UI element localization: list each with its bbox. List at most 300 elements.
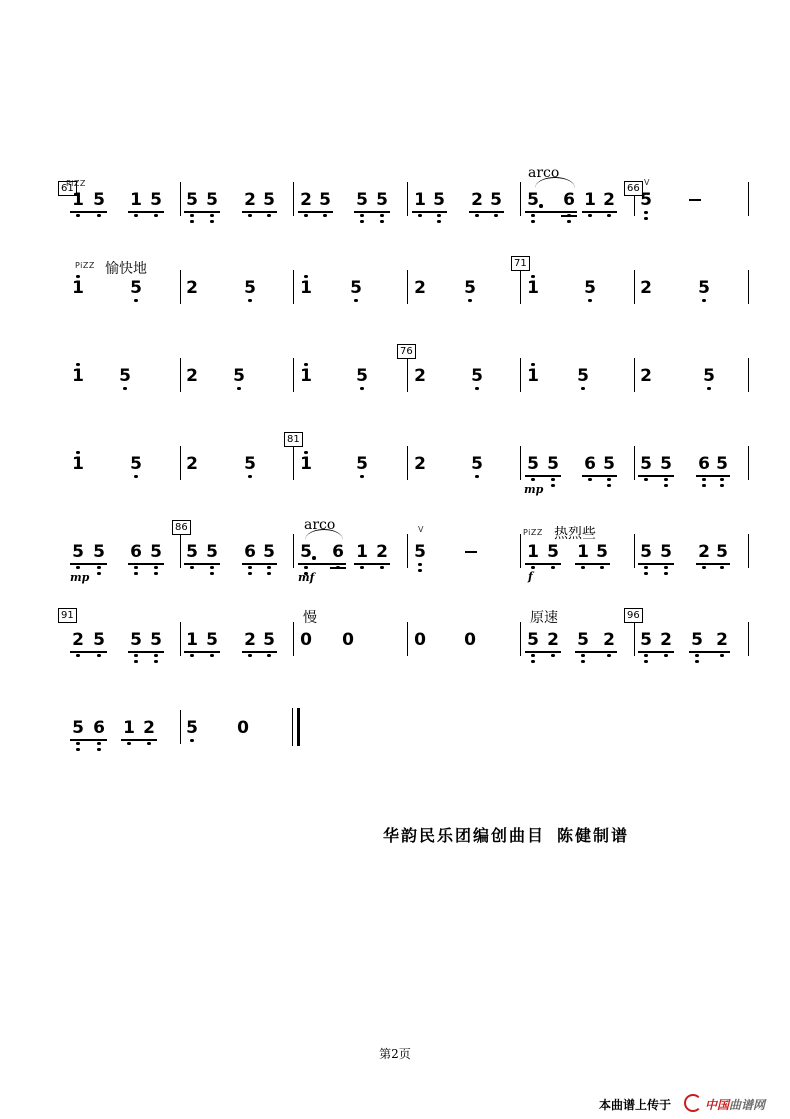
underline-beam — [525, 211, 577, 213]
octave-dot-below — [702, 484, 705, 487]
octave-dot-below — [380, 214, 383, 217]
dynamic-marking: f — [528, 570, 533, 583]
octave-dot-below — [123, 387, 126, 390]
octave-dot-below — [437, 220, 440, 223]
note-digit: 5 — [130, 278, 142, 298]
octave-dot-above — [304, 363, 307, 366]
octave-dot-below — [354, 299, 357, 302]
octave-dot-below — [664, 654, 667, 657]
octave-dot-below — [531, 566, 534, 569]
octave-dot-below — [695, 660, 698, 663]
note-digit: 5 — [603, 454, 615, 474]
note-digit: 5 — [72, 542, 84, 562]
note-digit: 1 — [72, 454, 84, 474]
underline-beam — [298, 563, 346, 565]
note-digit: 5 — [300, 542, 312, 562]
underline-beam — [469, 211, 504, 213]
octave-dot-below — [360, 387, 363, 390]
barline — [748, 534, 749, 568]
barline — [520, 534, 521, 568]
octave-dot-below — [702, 478, 705, 481]
note-digit: 5 — [356, 366, 368, 386]
credit-work: 华韵民乐团编创曲目 — [383, 826, 546, 845]
note-digit: 1 — [300, 454, 312, 474]
barline — [180, 534, 181, 568]
note-digit: 5 — [640, 454, 652, 474]
underline-beam — [582, 211, 617, 213]
barline — [407, 622, 408, 656]
measure-number: 96 — [624, 608, 643, 623]
note-digit: 2 — [640, 278, 652, 298]
note-digit: 2 — [244, 190, 256, 210]
octave-dot-below — [267, 566, 270, 569]
octave-dot-below — [190, 566, 193, 569]
octave-dot-below — [720, 654, 723, 657]
underline-beam — [638, 475, 674, 477]
octave-dot-below — [248, 475, 251, 478]
underline-beam — [184, 651, 220, 653]
note-digit: 5 — [716, 454, 728, 474]
note-digit: 5 — [577, 630, 589, 650]
octave-dot-below — [418, 569, 421, 572]
credit-author: 陈健制谱 — [557, 826, 630, 845]
octave-dot-below — [475, 475, 478, 478]
barline — [293, 622, 294, 656]
note-digit: 1 — [527, 278, 539, 298]
octave-dot-below — [154, 654, 157, 657]
barline — [520, 270, 521, 304]
logo-text-1: 中国 — [705, 1098, 730, 1112]
underline-beam — [561, 215, 577, 217]
octave-dot-below — [607, 214, 610, 217]
octave-dot-below — [468, 299, 471, 302]
octave-dot-below — [76, 566, 79, 569]
note-digit: 5 — [547, 542, 559, 562]
note-digit: 1 — [300, 278, 312, 298]
upload-note[interactable]: 本曲谱上传于 — [599, 1098, 672, 1112]
note-digit: 1 — [584, 190, 596, 210]
note-digit: 5 — [130, 454, 142, 474]
technique-pizz: PiZZ — [75, 261, 95, 270]
note-digit: 0 — [464, 630, 476, 650]
underline-beam — [70, 739, 107, 741]
note-digit: 5 — [93, 542, 105, 562]
note-digit: 5 — [547, 454, 559, 474]
score-system — [0, 346, 790, 428]
barline — [293, 534, 294, 568]
octave-dot-below — [531, 220, 534, 223]
note-digit: 2 — [603, 190, 615, 210]
score-system — [0, 710, 790, 780]
note-digit: 1 — [72, 278, 84, 298]
octave-dot-below — [581, 660, 584, 663]
underline-beam — [638, 563, 674, 565]
octave-dot-below — [248, 299, 251, 302]
note-digit: 0 — [342, 630, 354, 650]
underline-beam — [128, 651, 164, 653]
octave-dot-below — [210, 654, 213, 657]
note-digit: 5 — [150, 630, 162, 650]
octave-dot-below — [695, 654, 698, 657]
note-digit: 5 — [150, 542, 162, 562]
dynamic-marking: mf — [298, 571, 315, 584]
underline-beam — [575, 651, 617, 653]
octave-dot-below — [76, 748, 79, 751]
barline — [634, 446, 635, 480]
octave-dot-below — [304, 566, 307, 569]
note-digit: 5 — [703, 366, 715, 386]
octave-dot-below — [154, 566, 157, 569]
octave-dot-below — [551, 566, 554, 569]
octave-dot-below — [154, 214, 157, 217]
note-digit: 5 — [414, 542, 426, 562]
octave-dot-below — [97, 748, 100, 751]
octave-dot-below — [644, 217, 647, 220]
barline — [407, 358, 408, 392]
octave-dot-above — [304, 451, 307, 454]
augmentation-dot — [539, 204, 543, 208]
octave-dot-below — [97, 214, 100, 217]
score-system — [0, 258, 790, 340]
barline — [180, 710, 181, 744]
barline — [407, 182, 408, 216]
underline-beam — [70, 211, 107, 213]
octave-dot-below — [551, 654, 554, 657]
octave-dot-below — [190, 739, 193, 742]
octave-dot-below — [567, 220, 570, 223]
octave-dot-below — [531, 660, 534, 663]
octave-dot-below — [134, 214, 137, 217]
underline-beam — [330, 567, 346, 569]
note-digit: 2 — [547, 630, 559, 650]
octave-dot-below — [134, 566, 137, 569]
octave-dot-below — [267, 214, 270, 217]
octave-dot-below — [237, 387, 240, 390]
octave-dot-below — [475, 214, 478, 217]
octave-dot-below — [380, 220, 383, 223]
note-digit: 1 — [527, 542, 539, 562]
note-digit: 2 — [640, 366, 652, 386]
octave-dot-below — [154, 660, 157, 663]
octave-dot-below — [644, 572, 647, 575]
note-digit: 2 — [471, 190, 483, 210]
underline-beam — [242, 211, 277, 213]
tempo-marking: 原速 — [530, 610, 558, 626]
octave-dot-below — [437, 214, 440, 217]
score-credit — [383, 823, 629, 846]
octave-dot-below — [76, 214, 79, 217]
underline-beam — [412, 211, 447, 213]
note-digit: 5 — [206, 190, 218, 210]
barline — [748, 622, 749, 656]
extension-dash — [465, 551, 477, 553]
dynamic-marking: mp — [70, 571, 90, 584]
note-digit: 5 — [660, 542, 672, 562]
octave-dot-below — [323, 214, 326, 217]
note-digit: 5 — [263, 542, 275, 562]
measure-number: 71 — [511, 256, 530, 271]
measure-number: 91 — [58, 608, 77, 623]
note-digit: 1 — [72, 366, 84, 386]
octave-dot-below — [494, 214, 497, 217]
note-digit: 5 — [433, 190, 445, 210]
octave-dot-below — [304, 214, 307, 217]
octave-dot-below — [134, 660, 137, 663]
octave-dot-below — [607, 654, 610, 657]
octave-dot-below — [97, 742, 100, 745]
note-digit: 5 — [233, 366, 245, 386]
logo-text-2: 曲谱网 — [729, 1098, 766, 1112]
octave-dot-below — [581, 387, 584, 390]
underline-beam — [70, 651, 107, 653]
octave-dot-below — [702, 566, 705, 569]
barline — [748, 270, 749, 304]
octave-dot-below — [418, 214, 421, 217]
measure-number: 61 — [58, 181, 77, 196]
note-digit: 5 — [319, 190, 331, 210]
measure-number: 86 — [172, 520, 191, 535]
octave-dot-below — [190, 220, 193, 223]
note-digit: 1 — [577, 542, 589, 562]
octave-dot-below — [248, 572, 251, 575]
note-digit: 5 — [244, 278, 256, 298]
octave-dot-below — [134, 299, 137, 302]
octave-dot-above — [531, 363, 534, 366]
octave-dot-above — [531, 275, 534, 278]
octave-dot-below — [134, 654, 137, 657]
octave-dot-below — [154, 572, 157, 575]
octave-dot-below — [551, 484, 554, 487]
octave-dot-below — [210, 214, 213, 217]
note-digit: 1 — [123, 718, 135, 738]
octave-dot-below — [707, 387, 710, 390]
octave-dot-below — [531, 214, 534, 217]
note-digit: 1 — [414, 190, 426, 210]
octave-dot-below — [664, 572, 667, 575]
technique-arco: arco — [528, 165, 560, 181]
underline-beam — [70, 563, 107, 565]
underline-beam — [242, 651, 277, 653]
up-bow-mark: V — [644, 178, 650, 187]
note-digit: 2 — [244, 630, 256, 650]
barline — [180, 358, 181, 392]
underline-beam — [525, 563, 561, 565]
note-digit: 5 — [660, 454, 672, 474]
up-bow-mark: V — [418, 525, 424, 534]
octave-dot-below — [210, 220, 213, 223]
extension-dash — [689, 199, 701, 201]
note-digit: 5 — [93, 190, 105, 210]
octave-dot-below — [644, 478, 647, 481]
augmentation-dot — [312, 556, 316, 560]
barline — [180, 182, 181, 216]
tempo-marking: 愉快地 — [105, 261, 147, 277]
octave-dot-below — [418, 563, 421, 566]
octave-dot-below — [134, 475, 137, 478]
octave-dot-above — [76, 451, 79, 454]
octave-dot-below — [248, 654, 251, 657]
note-digit: 5 — [119, 366, 131, 386]
barline — [520, 358, 521, 392]
note-digit: 1 — [186, 630, 198, 650]
barline — [293, 446, 294, 480]
note-digit: 2 — [72, 630, 84, 650]
note-digit: 5 — [584, 278, 596, 298]
underline-beam — [696, 563, 730, 565]
technique-arco: arco — [304, 517, 336, 533]
barline — [407, 270, 408, 304]
note-digit: 6 — [698, 454, 710, 474]
note-digit: 5 — [72, 718, 84, 738]
note-digit: 5 — [93, 630, 105, 650]
logo-mark-icon — [684, 1094, 702, 1112]
octave-dot-below — [267, 654, 270, 657]
underline-beam — [354, 211, 390, 213]
octave-dot-below — [475, 387, 478, 390]
barline — [520, 622, 521, 656]
note-digit: 2 — [414, 278, 426, 298]
octave-dot-below — [134, 572, 137, 575]
note-digit: 5 — [186, 718, 198, 738]
underline-beam — [575, 563, 610, 565]
note-digit: 2 — [186, 454, 198, 474]
dynamic-marking: mp — [524, 483, 544, 496]
note-digit: 2 — [716, 630, 728, 650]
octave-dot-below — [267, 572, 270, 575]
underline-beam — [354, 563, 390, 565]
barline — [293, 182, 294, 216]
barline — [634, 622, 635, 656]
note-digit: 6 — [332, 542, 344, 562]
barline — [180, 446, 181, 480]
octave-dot-below — [210, 572, 213, 575]
underline-beam — [121, 739, 157, 741]
octave-dot-below — [210, 566, 213, 569]
measure-number: 66 — [624, 181, 643, 196]
octave-dot-below — [380, 566, 383, 569]
barline — [293, 270, 294, 304]
note-digit: 5 — [186, 190, 198, 210]
underline-beam — [525, 475, 561, 477]
octave-dot-above — [304, 275, 307, 278]
note-digit: 5 — [186, 542, 198, 562]
octave-dot-below — [531, 654, 534, 657]
octave-dot-below — [360, 220, 363, 223]
octave-dot-below — [581, 654, 584, 657]
octave-dot-below — [720, 484, 723, 487]
note-digit: 5 — [244, 454, 256, 474]
note-digit: 6 — [244, 542, 256, 562]
octave-dot-below — [97, 566, 100, 569]
final-barline-thick — [297, 708, 300, 746]
octave-dot-below — [664, 484, 667, 487]
score-system — [0, 165, 790, 252]
note-digit: 5 — [464, 278, 476, 298]
barline — [180, 270, 181, 304]
octave-dot-below — [588, 299, 591, 302]
note-digit: 5 — [640, 630, 652, 650]
technique-pizz: PiZZ — [66, 179, 86, 188]
octave-dot-below — [600, 566, 603, 569]
barline — [748, 182, 749, 216]
octave-dot-below — [97, 654, 100, 657]
barline — [748, 446, 749, 480]
octave-dot-below — [664, 566, 667, 569]
octave-dot-below — [127, 742, 130, 745]
octave-dot-below — [644, 211, 647, 214]
octave-dot-below — [588, 478, 591, 481]
note-digit: 2 — [186, 278, 198, 298]
barline — [293, 358, 294, 392]
note-digit: 5 — [527, 454, 539, 474]
score-system — [0, 517, 790, 604]
note-digit: 1 — [130, 190, 142, 210]
octave-dot-below — [190, 654, 193, 657]
note-digit: 2 — [698, 542, 710, 562]
note-digit: 5 — [356, 454, 368, 474]
note-digit: 0 — [414, 630, 426, 650]
tempo-marking: 慢 — [303, 610, 317, 626]
page-number: 第2页 — [379, 1047, 411, 1061]
note-digit: 6 — [584, 454, 596, 474]
octave-dot-below — [644, 566, 647, 569]
note-digit: 5 — [640, 190, 652, 210]
technique-pizz: PiZZ — [523, 528, 543, 537]
final-barline-thin — [292, 708, 293, 746]
octave-dot-below — [644, 660, 647, 663]
octave-dot-below — [664, 478, 667, 481]
octave-dot-below — [720, 478, 723, 481]
barline — [634, 270, 635, 304]
note-digit: 1 — [527, 366, 539, 386]
octave-dot-below — [720, 566, 723, 569]
note-digit: 5 — [206, 542, 218, 562]
underline-beam — [638, 651, 674, 653]
underline-beam — [525, 651, 561, 653]
tempo-marking: 热烈些 — [554, 526, 596, 542]
note-digit: 2 — [143, 718, 155, 738]
note-digit: 2 — [300, 190, 312, 210]
note-digit: 2 — [186, 366, 198, 386]
note-digit: 1 — [356, 542, 368, 562]
underline-beam — [696, 475, 730, 477]
underline-beam — [582, 475, 617, 477]
note-digit: 5 — [350, 278, 362, 298]
underline-beam — [128, 563, 164, 565]
octave-dot-below — [76, 654, 79, 657]
octave-dot-below — [360, 214, 363, 217]
note-digit: 2 — [414, 366, 426, 386]
octave-dot-below — [551, 478, 554, 481]
note-digit: 5 — [150, 190, 162, 210]
note-digit: 5 — [130, 630, 142, 650]
underline-beam — [128, 211, 164, 213]
site-logo[interactable] — [684, 1094, 765, 1113]
barline — [634, 534, 635, 568]
note-digit: 0 — [300, 630, 312, 650]
barline — [634, 358, 635, 392]
note-digit: 5 — [471, 454, 483, 474]
note-digit: 5 — [527, 190, 539, 210]
note-digit: 5 — [206, 630, 218, 650]
octave-dot-below — [607, 484, 610, 487]
barline — [748, 358, 749, 392]
note-digit: 5 — [527, 630, 539, 650]
octave-dot-below — [531, 478, 534, 481]
octave-dot-below — [581, 566, 584, 569]
note-digit: 6 — [563, 190, 575, 210]
note-digit: 5 — [471, 366, 483, 386]
